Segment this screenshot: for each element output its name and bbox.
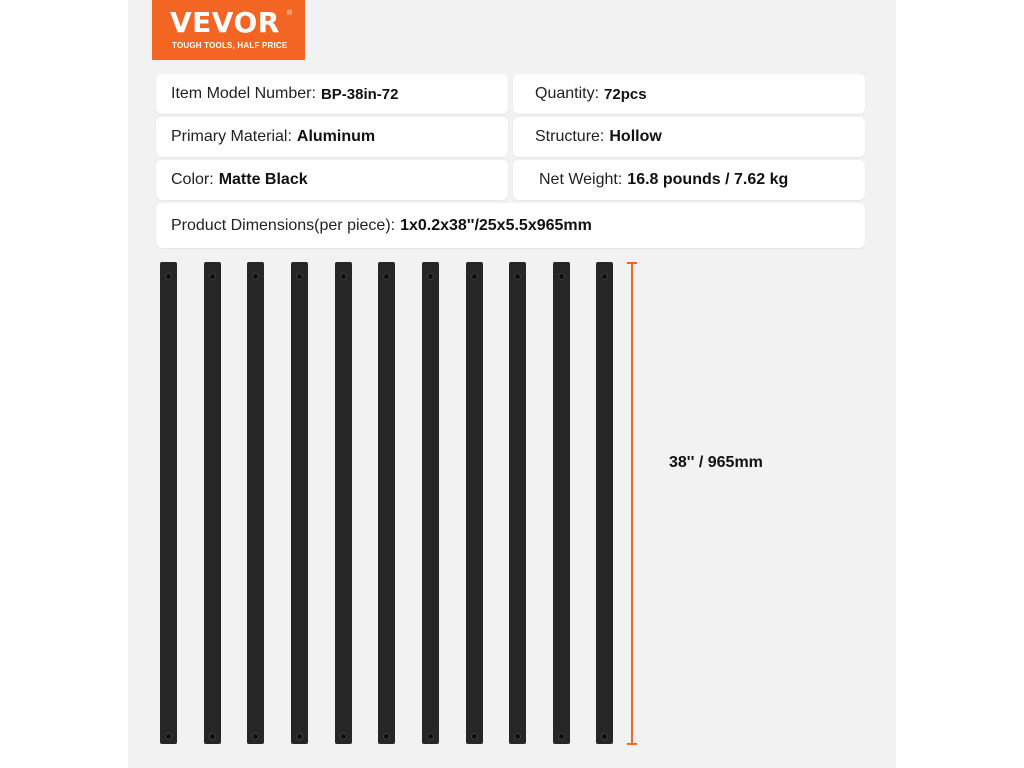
baluster-bar <box>509 262 526 744</box>
spec-label: Primary Material: <box>171 128 292 145</box>
length-dimension-label: 38'' / 965mm <box>669 454 763 471</box>
spec-card-dimensions <box>156 203 865 248</box>
bolt-hole-icon <box>515 734 520 739</box>
bolt-hole-icon <box>166 274 171 279</box>
spec-card-quantity <box>513 74 865 114</box>
bolt-hole-icon <box>602 734 607 739</box>
baluster-bar <box>335 262 352 744</box>
baluster-bar <box>160 262 177 744</box>
spec-label: Color: <box>171 171 214 188</box>
bolt-hole-icon <box>428 274 433 279</box>
bolt-hole-icon <box>166 734 171 739</box>
bolt-hole-icon <box>384 734 389 739</box>
bolt-hole-icon <box>515 274 520 279</box>
baluster-bar <box>204 262 221 744</box>
bolt-hole-icon <box>602 274 607 279</box>
baluster-bar <box>466 262 483 744</box>
baluster-bar <box>422 262 439 744</box>
registered-mark: ® <box>287 10 293 17</box>
bolt-hole-icon <box>297 274 302 279</box>
bolt-hole-icon <box>210 274 215 279</box>
baluster-bar <box>378 262 395 744</box>
baluster-bar <box>596 262 613 744</box>
spec-value: 16.8 pounds / 7.62 kg <box>627 171 789 188</box>
spec-label: Product Dimensions(per piece): <box>171 216 396 234</box>
spec-card-material <box>156 117 508 157</box>
spec-label: Quantity: <box>535 85 600 102</box>
bolt-hole-icon <box>559 734 564 739</box>
spec-value: Hollow <box>609 128 662 145</box>
baluster-bar <box>291 262 308 744</box>
spec-label: Structure: <box>535 128 605 145</box>
vevor-logo <box>152 0 305 60</box>
baluster-bar <box>247 262 264 744</box>
spec-value: 1x0.2x38''/25x5.5x965mm <box>400 216 592 234</box>
bolt-hole-icon <box>559 274 564 279</box>
bolt-hole-icon <box>210 734 215 739</box>
bolt-hole-icon <box>472 734 477 739</box>
bolt-hole-icon <box>428 734 433 739</box>
spec-label: Net Weight: <box>539 171 623 188</box>
bolt-hole-icon <box>341 274 346 279</box>
spec-value: Matte Black <box>218 171 308 188</box>
bolt-hole-icon <box>297 734 302 739</box>
spec-value: 72pcs <box>604 85 647 103</box>
spec-value: Aluminum <box>296 128 376 145</box>
bolt-hole-icon <box>341 734 346 739</box>
bolt-hole-icon <box>384 274 389 279</box>
bolt-hole-icon <box>253 274 258 279</box>
spec-card-model-number <box>156 74 508 114</box>
dimension-line-cap-bottom <box>627 743 637 745</box>
logo-tagline: TOUGH TOOLS, HALF PRICE <box>172 41 288 50</box>
spec-value: BP-38in-72 <box>320 85 399 103</box>
bolt-hole-icon <box>253 734 258 739</box>
spec-card-structure <box>513 117 865 157</box>
spec-card-net-weight <box>513 160 865 200</box>
baluster-bar <box>553 262 570 744</box>
bolt-hole-icon <box>472 274 477 279</box>
dimension-line <box>631 263 633 744</box>
spec-label: Item Model Number: <box>171 85 316 102</box>
spec-card-color <box>156 160 508 200</box>
logo-wordmark: VEVOR <box>170 6 280 39</box>
